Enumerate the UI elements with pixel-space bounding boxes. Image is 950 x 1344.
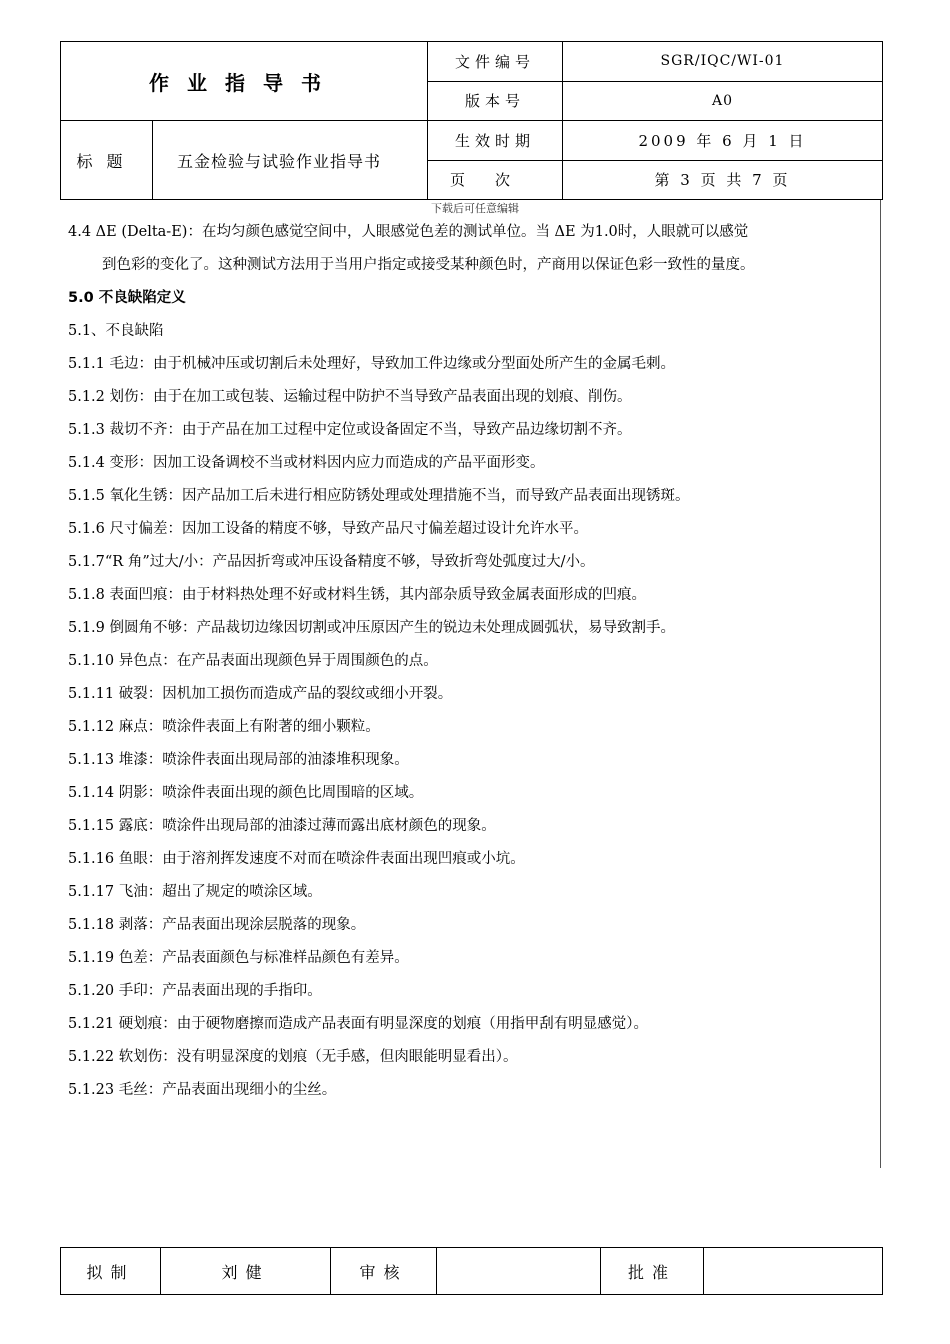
defect-item: 5.1.7“R 角”过大/小：产品因折弯或冲压设备精度不够，导致折弯处弧度过大/小。 — [68, 554, 595, 570]
defect-item: 5.1.15 露底：喷涂件出现局部的油漆过薄而露出底材颜色的现象。 — [68, 818, 496, 834]
defect-item: 5.1.2 划伤：由于在加工或包装、运输过程中防护不当导致产品表面出现的划痕、削伤。 — [68, 389, 632, 405]
defect-item: 5.1.6 尺寸偏差：因加工设备的精度不够，导致产品尺寸偏差超过设计允许水平。 — [68, 521, 589, 537]
section-heading: 5.0 不良缺陷定义 — [68, 290, 186, 306]
file-no-value: SGR/IQC/WI-01 — [563, 42, 883, 82]
defect-item: 5.1.18 剥落：产品表面出现涂层脱落的现象。 — [68, 917, 366, 933]
right-border-rule — [880, 200, 881, 1168]
header-table — [60, 41, 883, 200]
defect-item: 5.1.12 麻点：喷涂件表面上有附著的细小颗粒。 — [68, 719, 380, 735]
delta-e-line-2: 到色彩的变化了。这种测试方法用于当用户指定或接受某种颜色时，产商用以保证色彩一致性的量度。 — [102, 257, 755, 273]
defect-item: 5.1.16 鱼眼：由于溶剂挥发速度不对而在喷涂件表面出现凹痕或小坑。 — [68, 851, 525, 867]
signature-table — [60, 1247, 883, 1295]
defect-item: 5.1.14 阴影：喷涂件表面出现的颜色比周围暗的区域。 — [68, 785, 424, 801]
subsection-heading: 5.1、不良缺陷 — [68, 323, 164, 339]
version-label: 版本号 — [428, 81, 563, 121]
drafted-value: 刘健 — [161, 1248, 331, 1295]
defect-item: 5.1.20 手印：产品表面出现的手指印。 — [68, 983, 322, 999]
document-body — [68, 216, 878, 1107]
delta-e-line-1: 4.4 ΔE (Delta-E)：在均匀颜色感觉空间中，人眼感觉色差的测试单位。当 ΔE 为1.0时，人眼就可以感觉 — [68, 224, 749, 240]
defect-item: 5.1.13 堆漆：喷涂件表面出现局部的油漆堆积现象。 — [68, 752, 409, 768]
defect-item: 5.1.8 表面凹痕：由于材料热处理不好或材料生锈，其内部杂质导致金属表面形成的凹痕。 — [68, 587, 646, 603]
defect-item: 5.1.17 飞油：超出了规定的喷涂区域。 — [68, 884, 322, 900]
defect-item: 5.1.1 毛边：由于机械冲压或切割后未处理好，导致加工件边缘或分型面处所产生的金属毛刺。 — [68, 356, 675, 372]
defect-item: 5.1.22 软划伤：没有明显深度的划痕（无手感，但肉眼能明显看出）。 — [68, 1049, 518, 1065]
file-no-label: 文件编号 — [428, 42, 563, 82]
defect-item: 5.1.9 倒圆角不够：产品裁切边缘因切割或冲压原因产生的锐边未处理成圆弧状，易导致割手。 — [68, 620, 675, 636]
defect-item: 5.1.11 破裂：因机加工损伤而造成产品的裂纹或细小开裂。 — [68, 686, 453, 702]
defect-list — [68, 348, 878, 1107]
defect-item: 5.1.19 色差：产品表面颜色与标准样品颜色有差异。 — [68, 950, 409, 966]
reviewed-label: 审核 — [331, 1248, 437, 1295]
title-value: 五金检验与试验作业指导书 — [153, 121, 428, 200]
defect-item: 5.1.5 氧化生锈：因产品加工后未进行相应防锈处理或处理措施不当，而导致产品表面出现锈斑。 — [68, 488, 690, 504]
defect-item: 5.1.4 变形：因加工设备调校不当或材料因内应力而造成的产品平面形变。 — [68, 455, 545, 471]
defect-item: 5.1.10 异色点：在产品表面出现颜色异于周围颜色的点。 — [68, 653, 438, 669]
approved-value — [704, 1248, 883, 1295]
defect-item: 5.1.21 硬划痕：由于硬物磨擦而造成产品表面有明显深度的划痕（用指甲刮有明显感觉）。 — [68, 1016, 648, 1032]
effective-value: 2009 年 6 月 1 日 — [563, 121, 883, 161]
page-label: 页次 — [428, 160, 563, 200]
title-label: 标题 — [61, 121, 153, 200]
version-value: A0 — [563, 81, 883, 121]
reviewed-value — [437, 1248, 601, 1295]
defect-item: 5.1.3 裁切不齐：由于产品在加工过程中定位或设备固定不当，导致产品边缘切割不齐。 — [68, 422, 632, 438]
page-value: 第 3 页 共 7 页 — [563, 160, 883, 200]
watermark-note: 下载后可任意编辑 — [431, 202, 519, 215]
effective-label: 生效时期 — [428, 121, 563, 161]
defect-item: 5.1.23 毛丝：产品表面出现细小的尘丝。 — [68, 1082, 337, 1098]
doc-title: 作业指导书 — [61, 42, 428, 121]
drafted-label: 拟制 — [61, 1248, 161, 1295]
approved-label: 批准 — [601, 1248, 704, 1295]
